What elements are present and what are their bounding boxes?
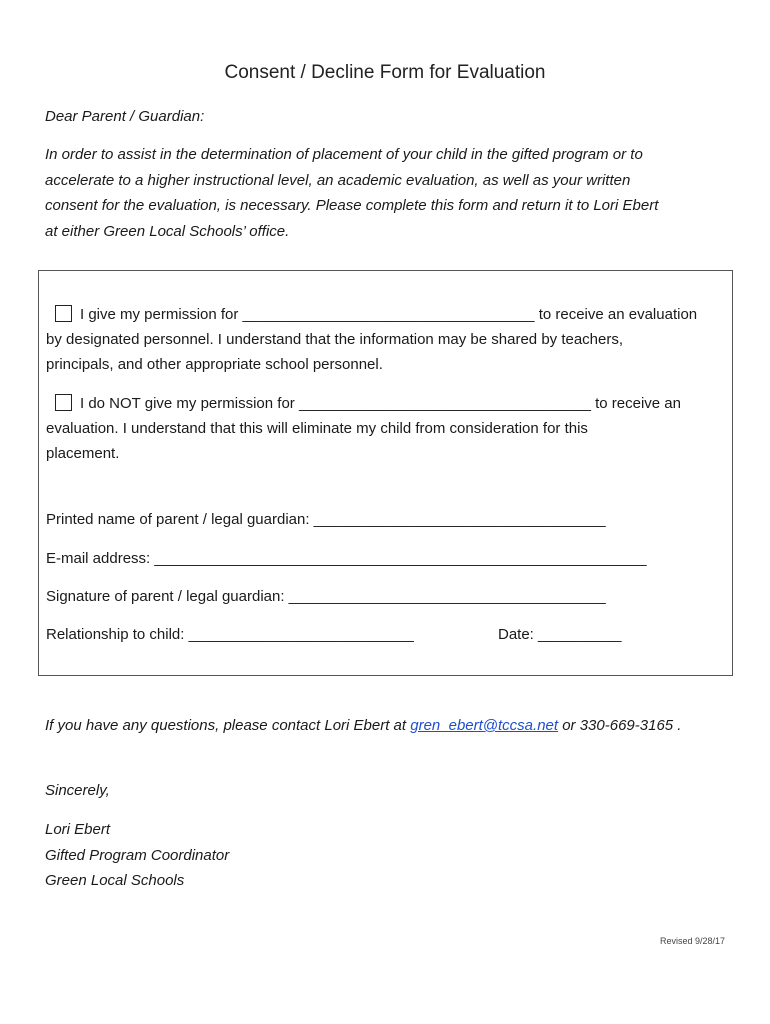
email-field[interactable]: E-mail address: ___________________________________________________________ [46, 550, 647, 567]
consent-line-1: I give my permission for ___________________________________ to receive an evaluation [80, 306, 698, 323]
signature-block [45, 817, 229, 894]
contact-prefix: If you have any questions, please contact Lori Ebert at [45, 717, 411, 734]
salutation: Dear Parent / Guardian: [45, 108, 205, 125]
revised-date: Revised 9/28/17 [659, 936, 725, 946]
printed-name-field[interactable]: Printed name of parent / legal guardian: ___________________________________ [46, 511, 606, 528]
decline-line-3: placement. [46, 445, 120, 462]
intro-line: accelerate to a higher instructional level, an academic evaluation, as well as your written [45, 171, 631, 189]
signer-position: Gifted Program Coordinator [45, 846, 230, 864]
date-field[interactable]: Date: __________ [498, 626, 622, 643]
decline-checkbox[interactable] [55, 394, 72, 411]
closing-sincerely: Sincerely, [45, 782, 110, 799]
consent-line-2: by designated personnel. I understand that the information may be shared by teachers, [46, 331, 624, 348]
contact-email-link[interactable]: gren_ebert@tccsa.net [410, 717, 559, 734]
contact-line [45, 717, 681, 734]
consent-option [46, 302, 726, 377]
consent-line-3: principals, and other appropriate school personnel. [46, 356, 383, 373]
contact-suffix: or 330-669-3165 . [558, 717, 682, 734]
intro-line: In order to assist in the determination of placement of your child in the gifted program or to [45, 146, 643, 163]
signer-name: Lori Ebert [45, 821, 111, 838]
intro-line: at either Green Local Schools’ office. [45, 222, 290, 240]
signature-field[interactable]: Signature of parent / legal guardian: ______________________________________ [46, 588, 606, 605]
document-title: Consent / Decline Form for Evaluation [224, 62, 546, 83]
intro-paragraph [45, 142, 725, 244]
decline-line-2: evaluation. I understand that this will eliminate my child from consideration for this [46, 420, 588, 437]
relationship-field[interactable]: Relationship to child: ___________________________ [46, 626, 414, 643]
decline-option [46, 391, 726, 466]
signer-organization: Green Local Schools [45, 872, 185, 889]
intro-line: consent for the evaluation, is necessary. Please complete this form and return it to Lori Ebert [45, 197, 659, 214]
consent-checkbox[interactable] [55, 305, 72, 322]
consent-form-box [38, 270, 733, 676]
decline-line-1: I do NOT give my permission for ___________________________________ to receive an [80, 395, 681, 412]
